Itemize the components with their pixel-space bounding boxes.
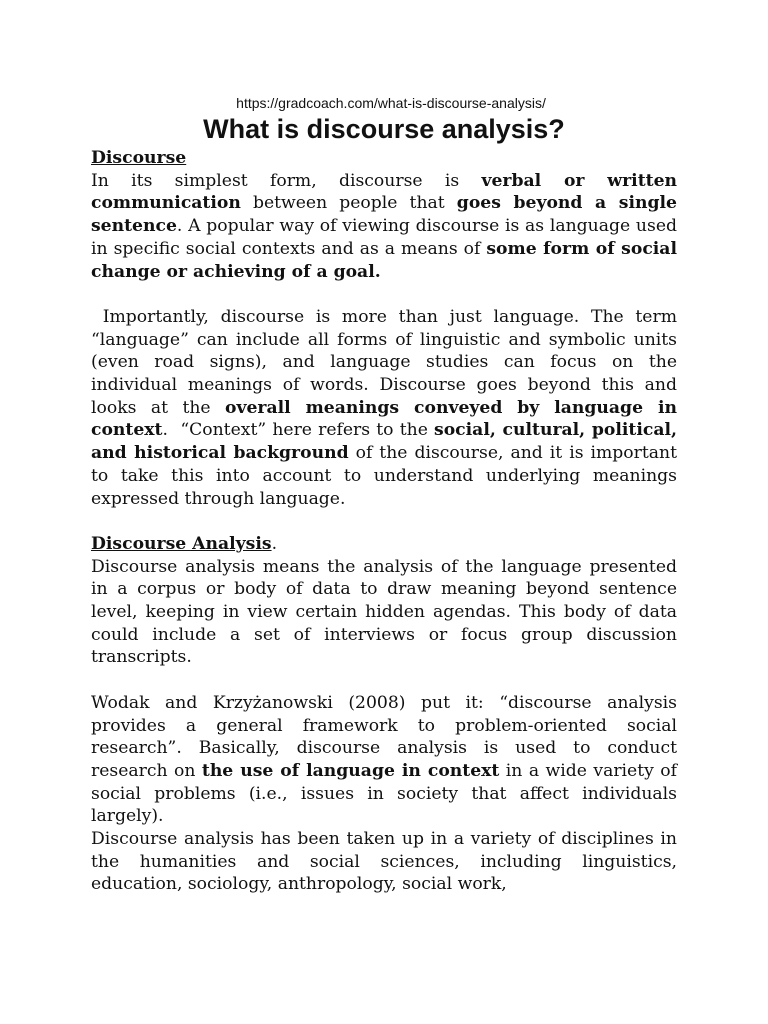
- emphasis-text: the use of language in context: [201, 760, 500, 781]
- paragraph-discourse-definition: [91, 170, 677, 284]
- text-run: of the discourse, and it is important to take this into account to understand underlying meanings expressed through language.: [91, 443, 678, 509]
- text-run: . “Context” here refers to the: [162, 420, 435, 441]
- heading-suffix: .: [271, 533, 278, 554]
- emphasis-text: verbal or written communication: [91, 170, 677, 214]
- emphasis-text: social, cultural, political, and historical background: [91, 420, 677, 464]
- section-heading-row: [91, 533, 677, 556]
- emphasis-text: some form of social change or achieving of a goal.: [91, 238, 677, 282]
- paragraph-discourse-context: [91, 306, 683, 510]
- text-run: between people that: [240, 193, 457, 214]
- page-title: What is discourse analysis?: [203, 114, 565, 144]
- paragraph-analysis-framework: [91, 692, 677, 828]
- section-heading-discourse-analysis: Discourse Analysis: [91, 533, 272, 554]
- section-heading-discourse: Discourse: [91, 148, 187, 168]
- text-run: Importantly, discourse is more than just language. The term “language” can include all forms of linguistic and symbolic units (even road signs), and language studies can focus on the individual meanings of words. Discourse goes beyond this and looks at the: [91, 306, 683, 418]
- paragraph-spacer: [91, 669, 677, 692]
- text-run: Wodak and Krzyżanowski (2008) put it: “discourse analysis provides a general framework to problem-oriented social research”. Basically, discourse analysis is used to conduct research on: [91, 692, 677, 781]
- paragraph-analysis-disciplines: Discourse analysis has been taken up in a variety of disciplines in the humanities and social sciences, including linguistics, education, sociology, anthropology, social work,: [91, 829, 677, 895]
- text-run: . A popular way of viewing discourse is as language used in specific social contexts and as a means of: [91, 216, 677, 259]
- document-content: [91, 94, 683, 896]
- text-run: In its simplest form, discourse is: [91, 170, 482, 191]
- emphasis-text: overall meanings conveyed by language in context: [91, 397, 677, 441]
- paragraph-spacer: [91, 510, 677, 533]
- emphasis-text: goes beyond a single sentence: [91, 193, 677, 237]
- paragraph-analysis-definition: Discourse analysis means the analysis of the language presented in a corpus or body of data to draw meaning beyond sentence level, keeping in view certain hidden agendas. This body of data could include a set of interviews or focus group discussion transcripts.: [91, 556, 677, 668]
- paragraph-spacer: [91, 283, 677, 306]
- text-run: in a wide variety of social problems (i.e., issues in society that affect individuals largely).: [91, 760, 677, 827]
- source-url: https://gradcoach.com/what-is-discourse-analysis/: [236, 95, 546, 111]
